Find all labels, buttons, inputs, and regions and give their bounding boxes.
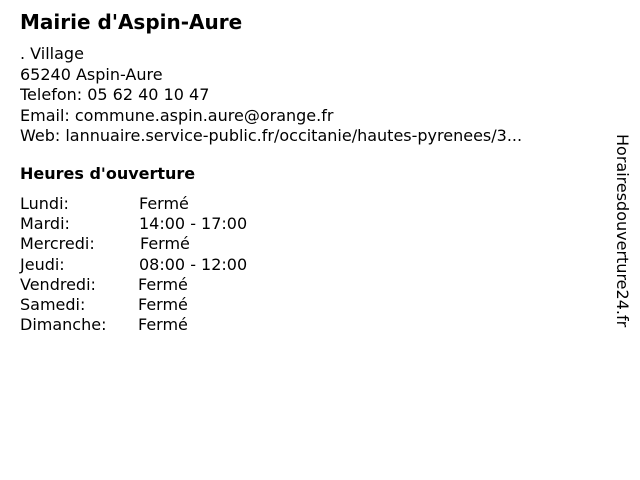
day-label: Samedi:: [20, 294, 86, 314]
day-label: Mardi:: [20, 214, 70, 234]
day-hours: Fermé: [140, 234, 190, 254]
day-label: Mercredi:: [20, 234, 95, 254]
day-label: Jeudi:: [20, 254, 65, 274]
day-hours: Fermé: [138, 315, 188, 335]
day-hours: 08:00 - 12:00: [139, 254, 248, 274]
phone-line: Telefon: 05 62 40 10 47: [20, 85, 210, 104]
day-hours: Fermé: [138, 274, 188, 294]
web-line: Web: lannuaire.service-public.fr/occitanie/hautes-pyrenees/3...: [20, 126, 523, 145]
address-block: [20, 44, 590, 147]
day-hours: Fermé: [138, 294, 188, 314]
hours-heading: Heures d'ouverture: [20, 164, 196, 183]
street-line: . Village: [20, 44, 84, 63]
day-label: Vendredi:: [20, 274, 96, 294]
side-brand-watermark: Horairesdouverture24.fr: [613, 134, 632, 328]
email-line: Email: commune.aspin.aure@orange.fr: [20, 105, 334, 125]
day-label: Dimanche:: [20, 315, 107, 335]
day-hours: Fermé: [139, 194, 189, 213]
day-hours: 14:00 - 17:00: [139, 214, 248, 234]
day-label: Lundi:: [20, 194, 69, 213]
city-line: 65240 Aspin-Aure: [20, 64, 163, 84]
page-title: Mairie d'Aspin-Aure: [20, 10, 243, 34]
